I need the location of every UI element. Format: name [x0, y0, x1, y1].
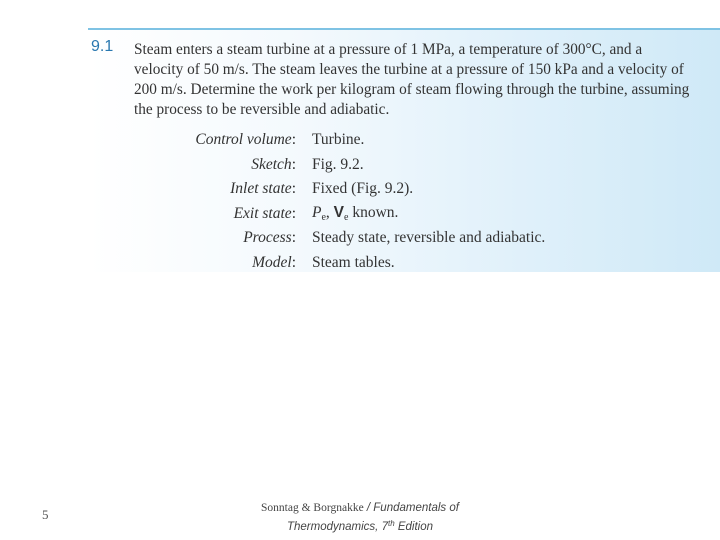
- spec-label: Control volume:: [195, 131, 296, 149]
- example-number: 9.1: [91, 38, 114, 55]
- citation-title: Fundamentals of: [373, 502, 459, 514]
- spec-row-control-volume: [148, 128, 545, 153]
- citation-authors: Sonntag & Borgnakke: [261, 502, 364, 514]
- spec-label: Sketch:: [251, 155, 296, 173]
- exit-pressure-symbol: P: [312, 204, 322, 222]
- problem-line: the process to be reversible and adiabatic.: [134, 101, 390, 118]
- spec-value: Turbine.: [312, 131, 365, 149]
- problem-line: Steam enters a steam turbine at a pressure of 1 MPa, a temperature of 300°C, and a: [134, 41, 643, 58]
- spec-value: Fig. 9.2.: [312, 155, 364, 173]
- page-number: 5: [42, 507, 49, 522]
- problem-statement: [134, 40, 714, 120]
- exit-velocity-symbol: V: [333, 204, 345, 222]
- citation-line-2: Thermodynamics, 7th Edition: [286, 519, 433, 533]
- spec-value: Steady state, reversible and adiabatic.: [312, 229, 546, 247]
- spec-row-sketch: [148, 153, 545, 178]
- spec-row-exit-state: [148, 202, 545, 227]
- spec-row-model: [148, 251, 545, 276]
- spec-value: Fixed (Fig. 9.2).: [312, 180, 414, 198]
- problem-line: velocity of 50 m/s. The steam leaves the turbine at a pressure of 150 kPa and a velocity of: [134, 61, 684, 78]
- citation-line-1: Sonntag & Borgnakke / Fundamentals of: [261, 502, 459, 514]
- spec-label: Exit state:: [233, 204, 296, 222]
- spec-value: $P_e$, $V_e$ known.: [312, 204, 399, 224]
- example-panel: [88, 28, 720, 272]
- problem-line: 200 m/s. Determine the work per kilogram of steam flowing through the turbine, assuming: [134, 81, 690, 98]
- spec-label: Inlet state:: [230, 180, 296, 198]
- spec-value: Steam tables.: [312, 253, 395, 271]
- spec-row-process: [148, 226, 545, 251]
- analysis-spec-table: [148, 128, 545, 275]
- spec-label: Process:: [243, 229, 296, 247]
- spec-row-inlet-state: [148, 177, 545, 202]
- footer-citation: [240, 501, 480, 535]
- spec-label: Model:: [252, 253, 296, 271]
